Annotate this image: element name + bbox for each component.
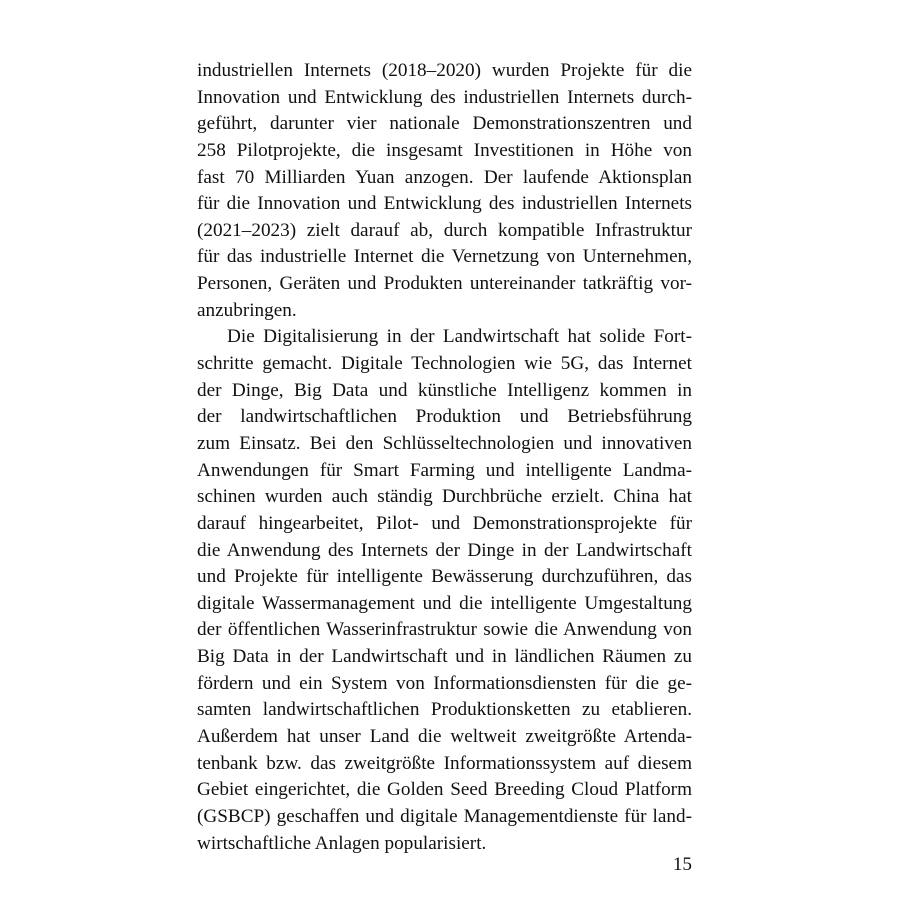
text-line: Die Digitalisierung in der Landwirtschaft hat solide Fort- xyxy=(227,326,692,348)
text-line: 258 Pilotprojekte, die insgesamt Investitionen in Höhe von xyxy=(197,139,692,161)
text-line: für das industrielle Internet die Vernetzung von Unternehmen, xyxy=(197,246,692,268)
text-line: Anwendungen für Smart Farming und intelligente Landma- xyxy=(197,459,692,481)
text-line: schinen wurden auch ständig Durchbrüche erzielt. China hat xyxy=(197,486,692,508)
text-line: (2021–2023) zielt darauf ab, durch kompatible Infrastruktur xyxy=(197,219,692,241)
text-line: Personen, Geräten und Produkten untereinander tatkräftig vor- xyxy=(197,273,692,295)
text-line: zum Einsatz. Bei den Schlüsseltechnologien und innovativen xyxy=(197,432,692,454)
text-line: und Projekte für intelligente Bewässerung durchzuführen, das xyxy=(197,566,692,588)
text-line: industriellen Internets (2018–2020) wurden Projekte für die xyxy=(197,60,692,81)
text-line: geführt, darunter vier nationale Demonstrationszentren und xyxy=(197,113,692,135)
text-line: Innovation und Entwicklung des industriellen Internets durch- xyxy=(197,86,692,108)
text-line: der landwirtschaftlichen Produktion und Betriebsführung xyxy=(197,406,692,428)
text-line: der Dinge, Big Data und künstliche Intelligenz kommen in xyxy=(197,379,692,401)
text-line: fördern und ein System von Informationsdiensten für die ge- xyxy=(197,672,692,694)
text-line: schritte gemacht. Digitale Technologien wie 5G, das Internet xyxy=(197,353,692,375)
text-line: anzubringen. xyxy=(197,299,297,321)
text-line: fast 70 Milliarden Yuan anzogen. Der laufende Aktionsplan xyxy=(197,166,692,188)
text-line: für die Innovation und Entwicklung des industriellen Internets xyxy=(197,193,692,215)
text-line: tenbank bzw. das zweitgrößte Informationssystem auf diesem xyxy=(197,752,692,774)
text-line: wirtschaftliche Anlagen popularisiert. xyxy=(197,832,487,854)
text-line: darauf hingearbeitet, Pilot- und Demonstrationsprojekte für xyxy=(197,512,692,534)
paragraph xyxy=(197,58,692,324)
text-line: (GSBCP) geschaffen und digitale Managementdienste für land- xyxy=(197,805,692,827)
text-line: samten landwirtschaftlichen Produktionsketten zu etablieren. xyxy=(197,699,692,721)
text-line: Gebiet eingerichtet, die Golden Seed Breeding Cloud Platform xyxy=(197,779,692,801)
paragraph xyxy=(197,324,692,857)
body-text xyxy=(197,58,692,857)
text-line: der öffentlichen Wasserinfrastruktur sowie die Anwendung von xyxy=(197,619,692,641)
text-line: Außerdem hat unser Land die weltweit zweitgrößte Artenda- xyxy=(197,726,692,748)
text-line: die Anwendung des Internets der Dinge in der Landwirtschaft xyxy=(197,539,692,561)
page-number: 15 xyxy=(672,854,692,875)
text-line: Big Data in der Landwirtschaft und in ländlichen Räumen zu xyxy=(197,646,692,668)
text-line: digitale Wassermanagement und die intelligente Umgestaltung xyxy=(197,592,692,614)
